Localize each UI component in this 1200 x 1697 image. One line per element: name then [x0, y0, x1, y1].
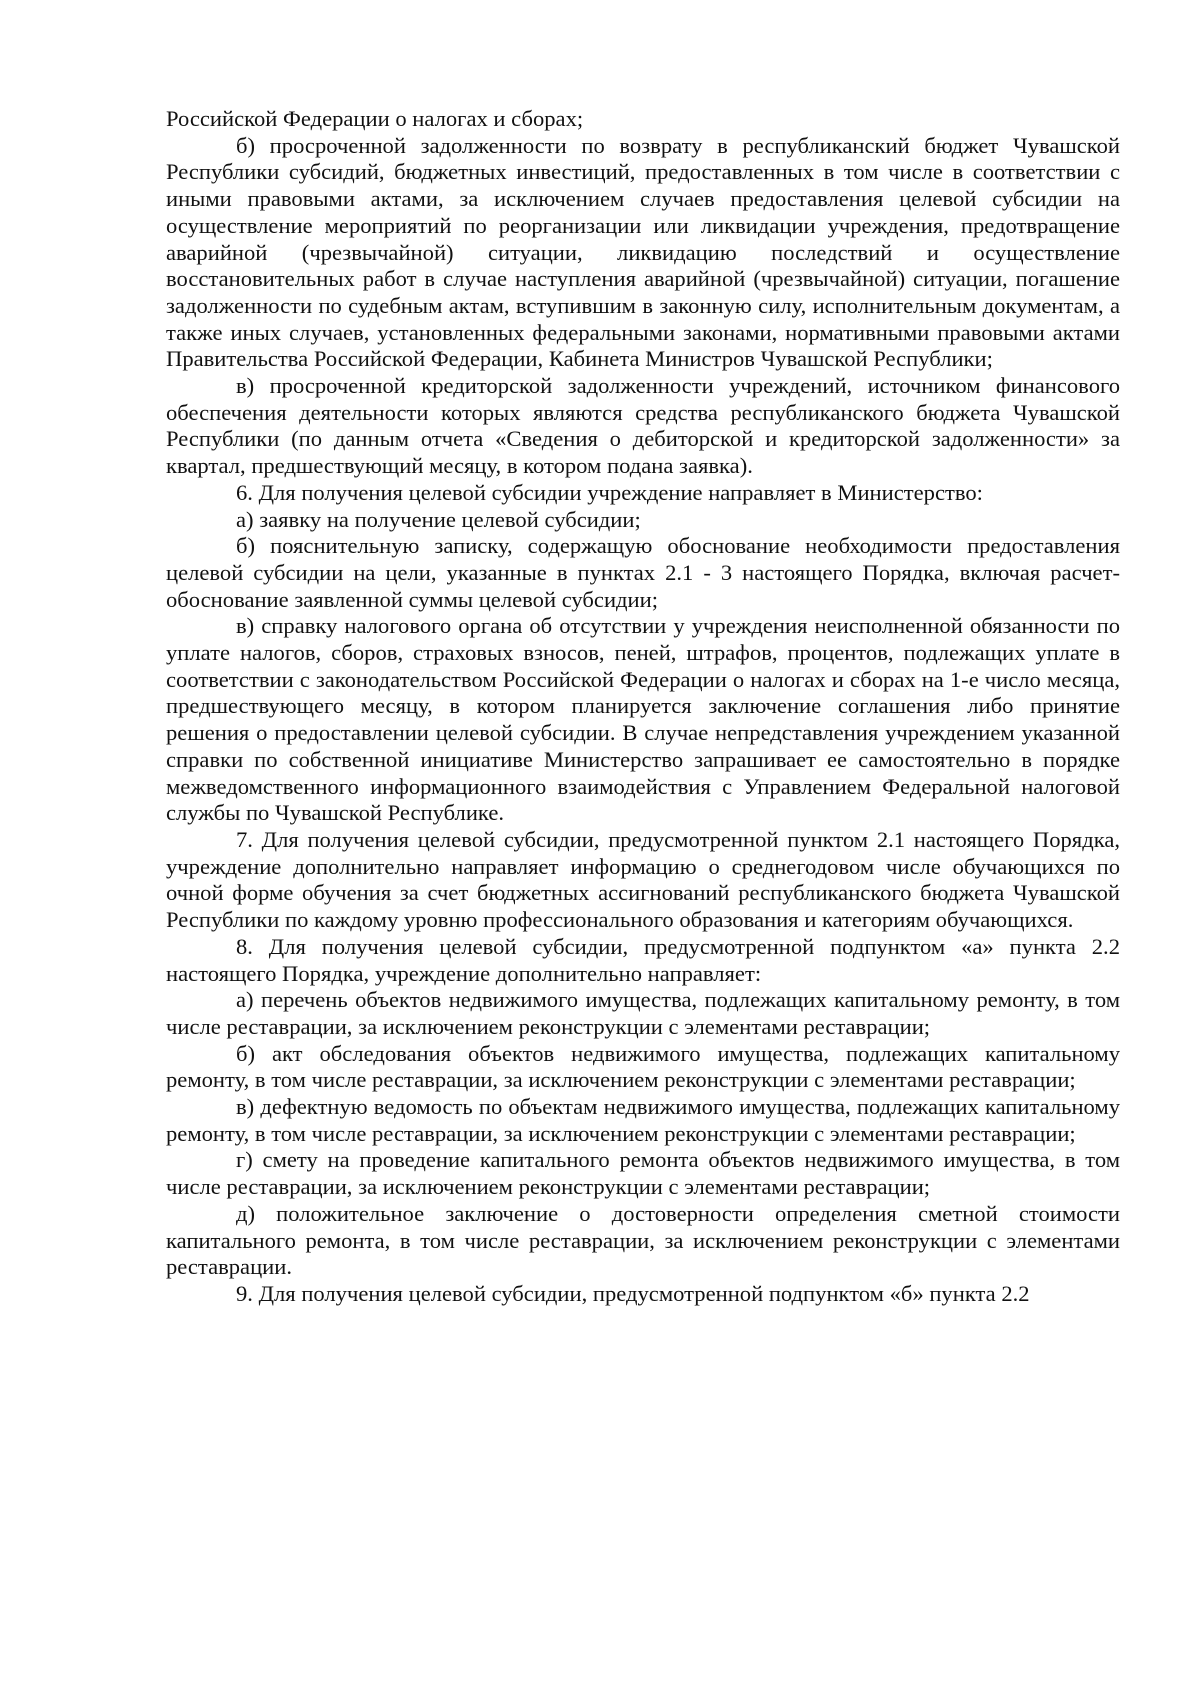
paragraph-clause-8-item-v: в) дефектную ведомость по объектам недвижимого имущества, подлежащих капитальному ремонту, в том числе реставрации, за исключением реконструкции с элементами реставрации; — [166, 1094, 1120, 1146]
paragraph-clause-8-item-a: а) перечень объектов недвижимого имущества, подлежащих капитальному ремонту, в том числе реставрации, за исключением реконструкции с элементами реставрации; — [166, 987, 1120, 1039]
paragraph-clause-8-item-b: б) акт обследования объектов недвижимого имущества, подлежащих капитальному ремонту, в том числе реставрации, за исключением реконструкции с элементами реставрации; — [166, 1040, 1120, 1093]
paragraph-clause-9: 9. Для получения целевой субсидии, предусмотренной подпунктом «б» пункта 2.2 — [236, 1280, 1030, 1306]
paragraph-clause-8-item-d: д) положительное заключение о достоверности определения сметной стоимости капитального ремонта, в том числе реставрации, за исключением реконструкции с элементами реставрации. — [166, 1200, 1120, 1280]
paragraph-clause-8: 8. Для получения целевой субсидии, предусмотренной подпунктом «а» пункта 2.2 настоящего Порядка, учреждение дополнительно направляет: — [166, 933, 1120, 986]
paragraph-item-v-overdue-payables: в) просроченной кредиторской задолженности учреждений, источником финансового обеспечения деятельности которых являются средства республиканского бюджета Чувашской Республики (по данным отчета «Сведения о дебиторской и кредиторской задолженности» за квартал, предшествующий месяцу, в котором подана заявка). — [166, 373, 1120, 479]
paragraph-clause-6-item-b: б) пояснительную записку, содержащую обоснование необходимости предоставления целевой субсидии на цели, указанные в пунктах 2.1 - 3 настоящего Порядка, включая расчет-обоснование заявленной суммы целевой субсидии; — [166, 533, 1120, 612]
paragraph-item-b-overdue-subsidies: б) просроченной задолженности по возврату в республиканский бюджет Чувашской Республики субсидий, бюджетных инвестиций, предоставленных в том числе в соответствии с иными правовыми актами, за исключением случаев предоставления целевой субсидии на осуществление мероприятий по реорганизации или ликвидации учреждения, предотвращение аварийной (чрезвычайной) ситуации, ликвидацию последствий и осуществление восстановительных работ в случае наступления аварийной (чрезвычайной) ситуации, погашение задолженности по судебным актам, вступившим в законную силу, исполнительным документам, а также иных случаев, установленных федеральными законами, нормативными правовыми актами Правительства Российской Федерации, Кабинета Министров Чувашской Республики; — [166, 132, 1120, 372]
paragraph-clause-7: 7. Для получения целевой субсидии, предусмотренной пунктом 2.1 настоящего Порядка, учреждение дополнительно направляет информацию о среднегодовом числе обучающихся по очной форме обучения за счет бюджетных ассигнований республиканского бюджета Чувашской Республики по каждому уровню профессионального образования и категориям обучающихся. — [166, 826, 1120, 933]
paragraph-clause-6: 6. Для получения целевой субсидии учреждение направляет в Министерство: — [236, 479, 983, 505]
document-text — [166, 106, 1120, 1308]
paragraph-continuation: Российской Федерации о налогах и сборах; — [166, 106, 584, 131]
paragraph-clause-6-item-a: а) заявку на получение целевой субсидии; — [236, 506, 641, 532]
paragraph-clause-6-item-v: в) справку налогового органа об отсутствии у учреждения неисполненной обязанности по уплате налогов, сборов, страховых взносов, пеней, штрафов, процентов, подлежащих уплате в соответствии с законодательством Российской Федерации о налогах и сборах на 1-е число месяца, предшествующего месяцу, в котором планируется заключение соглашения либо принятие решения о предоставлении целевой субсидии. В случае непредставления учреждением указанной справки по собственной инициативе Министерство запрашивает ее самостоятельно в порядке межведомственного информационного взаимодействия с Управлением Федеральной налоговой службы по Чувашской Республике. — [166, 613, 1120, 826]
paragraph-clause-8-item-g: г) смету на проведение капитального ремонта объектов недвижимого имущества, в том числе реставрации, за исключением реконструкции с элементами реставрации; — [166, 1147, 1120, 1200]
